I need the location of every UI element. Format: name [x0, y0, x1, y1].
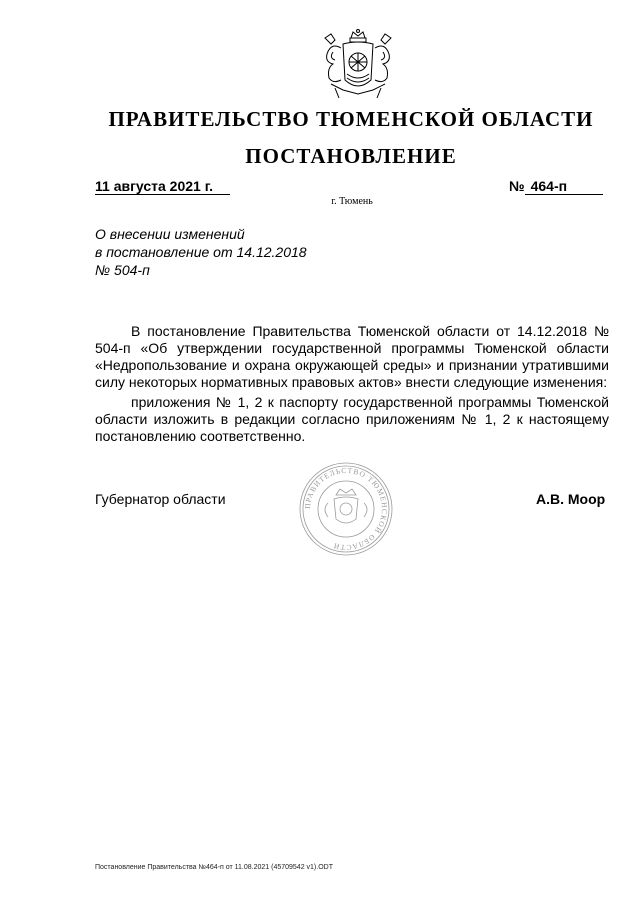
body-paragraph: приложения № 1, 2 к паспорту государственной программы Тюменской области изложить в редакции согласно приложениям № 1, 2 к настоящему постановлению соответственно.: [95, 394, 609, 444]
subject-line: в постановление от 14.12.2018: [95, 244, 307, 260]
official-seal-stamp: [296, 459, 396, 559]
document-type-title: ПОСТАНОВЛЕНИЕ: [245, 144, 457, 168]
number-prefix: №: [509, 178, 525, 194]
signer-position: Губернатор области: [95, 491, 226, 507]
organization-title: ПРАВИТЕЛЬСТВО ТЮМЕНСКОЙ ОБЛАСТИ: [108, 107, 594, 131]
document-number-field: [509, 178, 603, 195]
document-subject: [95, 225, 307, 279]
subject-line: О внесении изменений: [95, 226, 245, 242]
signer-name: А.В. Моор: [536, 491, 606, 507]
body-paragraph: В постановление Правительства Тюменской области от 14.12.2018 № 504-п «Об утверждении государственной программы Тюменской области «Недропользование и охрана окружающей среды» и признании утратившими силу некоторых нормативных правовых актов» внести следующие изменения:: [95, 323, 609, 390]
coat-of-arms-emblem: [313, 28, 403, 112]
document-footer: Постановление Правительства №464-п от 11.08.2021 (45709542 v1).ODT: [95, 864, 333, 871]
document-city: г. Тюмень: [331, 196, 373, 207]
document-number: 464-п: [525, 178, 603, 195]
seal-text: ПРАВИТЕЛЬСТВО ТЮМЕНСКОЙ ОБЛАСТИ: [302, 465, 390, 553]
document-date: 11 августа 2021 г.: [95, 178, 230, 195]
subject-line: № 504-п: [95, 262, 150, 278]
